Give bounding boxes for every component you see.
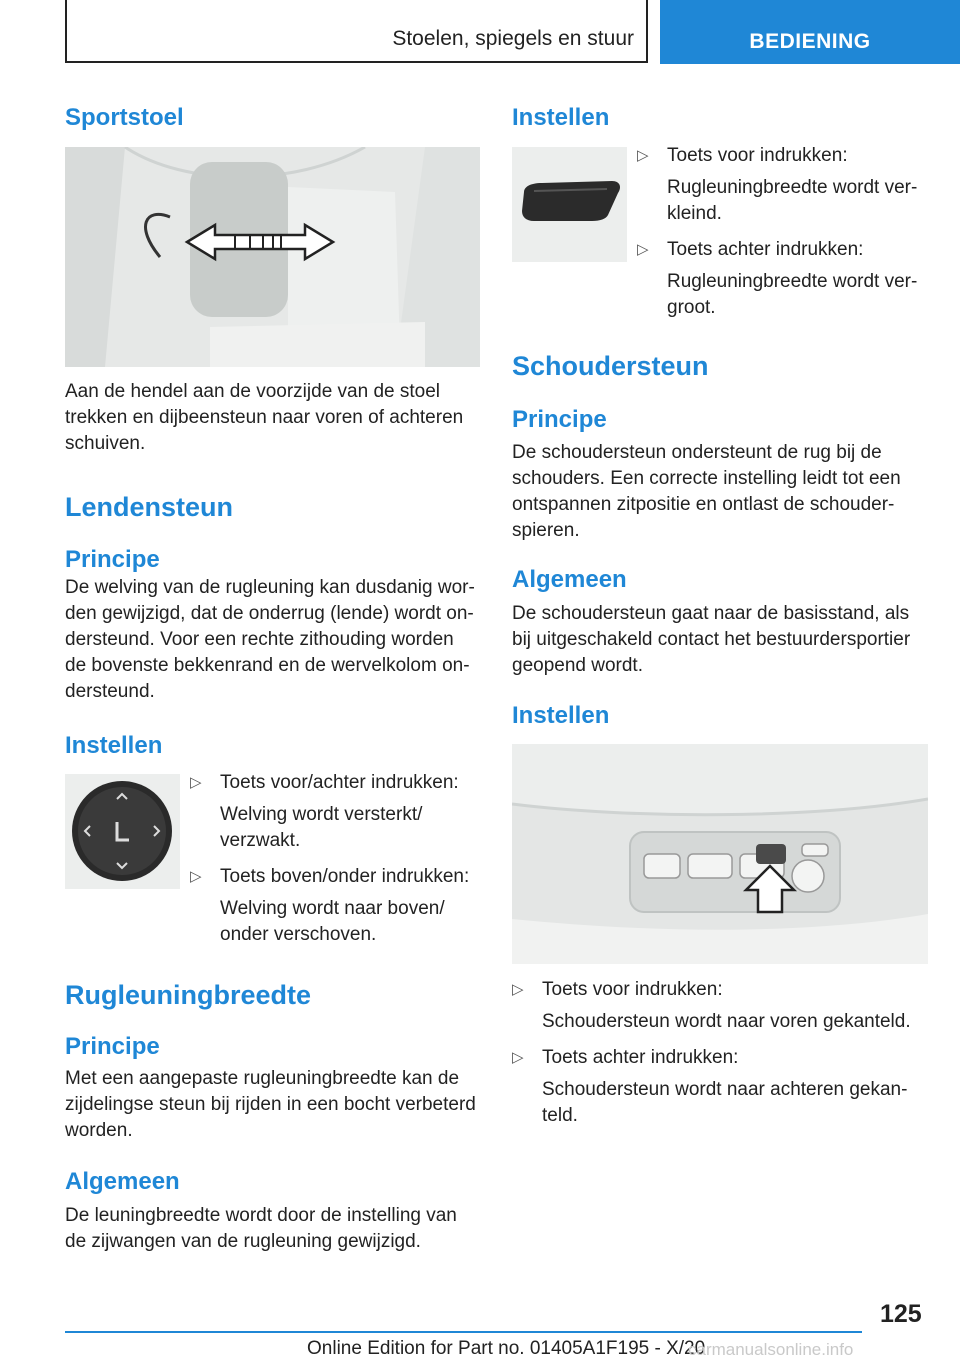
lendensteun-principe-text: De welving van de rugleuning kan dusdanig wor-den gewijzigd, dat de onderrug (lende) wordt on-dersteund. Voor een rechte zithouding worden de bovenste bekkenrand en de wervelkolom on-dersteund.	[65, 577, 475, 702]
sportstoel-illustration	[65, 147, 480, 367]
list-item	[637, 143, 928, 227]
triangle-right-icon: ▷	[190, 774, 202, 791]
footer-rule	[65, 1331, 862, 1333]
page-number: 125	[880, 1300, 922, 1328]
lendensteun-principe-heading: Principe	[65, 546, 160, 573]
lendensteun-instellen-heading: Instellen	[65, 732, 163, 759]
bullet-result: Rugleuningbreedte wordt ver-groot.	[667, 271, 918, 318]
header-tab	[660, 0, 960, 64]
bullet-result: Rugleuningbreedte wordt ver-kleind.	[667, 177, 918, 224]
schoudersteun-illustration	[512, 744, 928, 964]
rugleuningbreedte-algemeen-heading: Algemeen	[65, 1168, 180, 1195]
schoudersteun-heading: Schoudersteun	[512, 351, 709, 381]
header-section-box	[65, 0, 648, 63]
sportstoel-text: Aan de hendel aan de voorzijde van de stoel trekken en dijbeensteun naar voren of achteren schuiven.	[65, 381, 464, 454]
rugleuning-button-illustration	[512, 147, 627, 262]
header-section-title: Stoelen, spiegels en stuur	[392, 27, 634, 50]
bullet-action: Toets voor indrukken:	[667, 145, 848, 166]
rugleuningbreedte-principe-text: Met een aangepaste rugleuningbreedte kan de zijdelingse steun bij rijden in een bocht verbeterd worden.	[65, 1068, 476, 1141]
list-item	[512, 1045, 928, 1129]
triangle-right-icon: ▷	[512, 1049, 524, 1066]
watermark: carmanualsonline.info	[688, 1340, 854, 1359]
bullet-result: Schoudersteun wordt naar voren gekanteld.	[542, 1011, 911, 1032]
footer-edition: Online Edition for Part no. 01405A1F195 - X/20	[307, 1338, 706, 1359]
sportstoel-heading: Sportstoel	[65, 104, 184, 131]
schoudersteun-algemeen-heading: Algemeen	[512, 566, 627, 593]
schoudersteun-principe-heading: Principe	[512, 406, 607, 433]
schoudersteun-bullet-list	[512, 977, 928, 1139]
lendensteun-control-illustration	[65, 774, 180, 889]
bullet-result: Welving wordt versterkt/ verzwakt.	[220, 804, 423, 851]
list-item	[190, 864, 480, 948]
bullet-result: Schoudersteun wordt naar achteren gekan-teld.	[542, 1079, 908, 1126]
lendensteun-heading: Lendensteun	[65, 492, 234, 522]
rugleuning-instellen-heading: Instellen	[512, 104, 610, 131]
schoudersteun-instellen-heading: Instellen	[512, 702, 610, 729]
lendensteun-bullet-list	[190, 770, 480, 958]
list-item	[637, 237, 928, 321]
bullet-action: Toets voor indrukken:	[542, 979, 723, 1000]
list-item	[512, 977, 928, 1035]
bullet-action: Toets voor/achter indrukken:	[220, 772, 459, 793]
rugleuningbreedte-heading: Rugleuningbreedte	[65, 980, 312, 1010]
bullet-result: Welving wordt naar boven/ onder verschoven.	[220, 898, 445, 945]
rugleuningbreedte-principe-heading: Principe	[65, 1033, 160, 1060]
triangle-right-icon: ▷	[190, 868, 202, 885]
rugleuningbreedte-algemeen-text: De leuningbreedte wordt door de instelling van de zijwangen van de rugleuning gewijzigd.	[65, 1205, 457, 1252]
schoudersteun-principe-text: De schoudersteun ondersteunt de rug bij de schouders. Een correcte instelling leidt tot een ontspannen zitpositie en ontlast de schouder-spieren.	[512, 442, 901, 541]
triangle-right-icon: ▷	[512, 981, 524, 998]
bullet-action: Toets achter indrukken:	[667, 239, 864, 260]
bullet-action: Toets achter indrukken:	[542, 1047, 739, 1068]
list-item	[190, 770, 480, 854]
header-tab-label: BEDIENING	[749, 30, 871, 53]
bullet-action: Toets boven/onder indrukken:	[220, 866, 470, 887]
triangle-right-icon: ▷	[637, 147, 649, 164]
rugleuning-bullet-list	[637, 143, 928, 331]
triangle-right-icon: ▷	[637, 241, 649, 258]
schoudersteun-algemeen-text: De schoudersteun gaat naar de basisstand, als bij uitgeschakeld contact het bestuurdersportier geopend wordt.	[512, 603, 911, 676]
